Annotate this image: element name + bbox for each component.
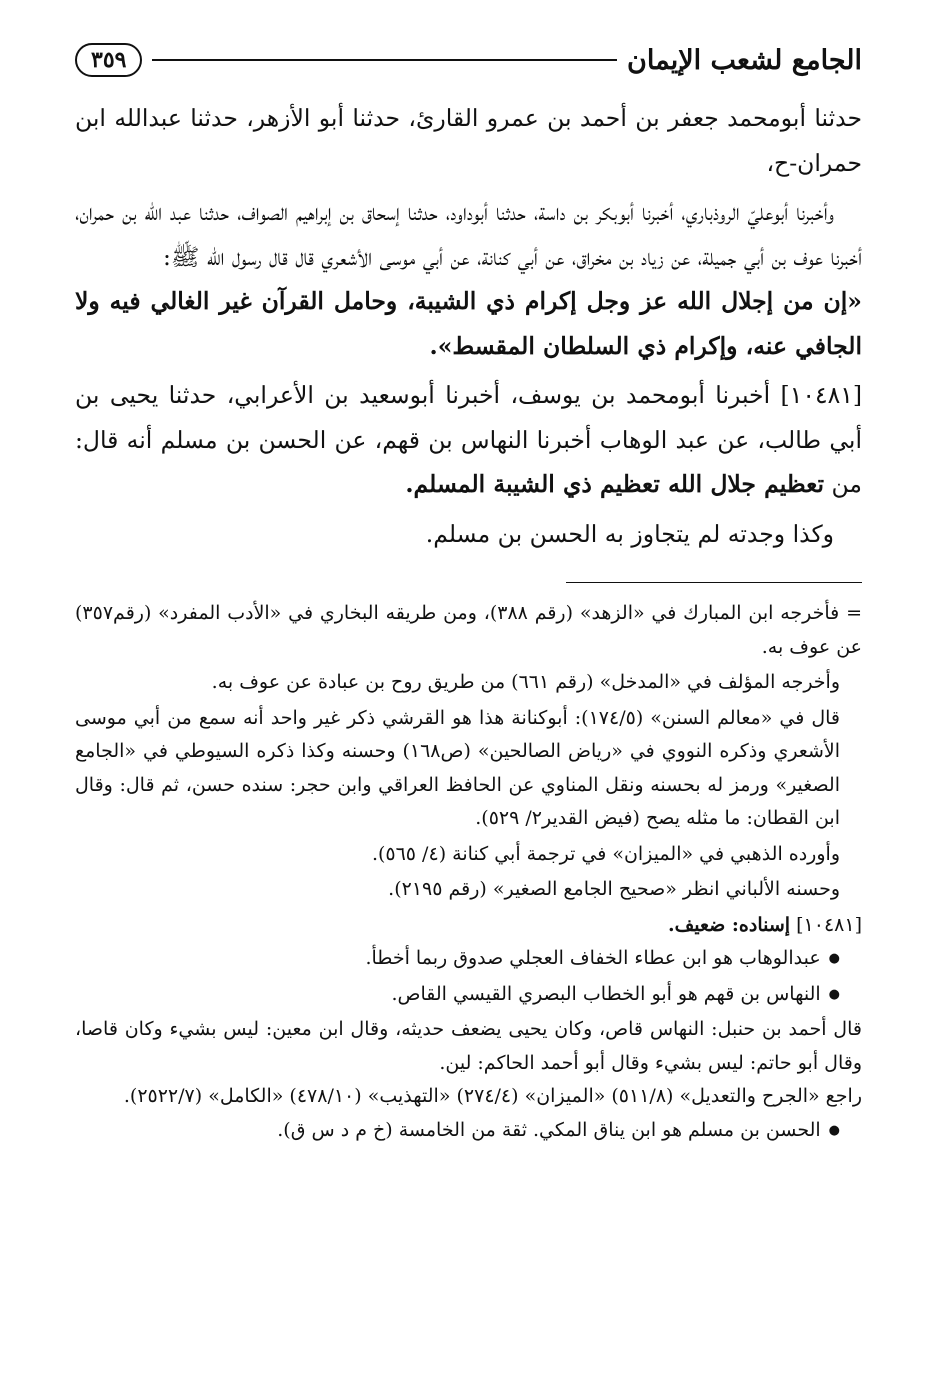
book-title: الجامع لشعب الإيمان [627, 44, 862, 76]
paragraph-hadith-10481 [75, 373, 862, 507]
footnote-bullet-nahhas [75, 978, 862, 1014]
footnote-isnad-grade [75, 909, 862, 943]
footnote-nahhas-grading: قال أحمد بن حنبل: النهاس قاص، وكان يحيى يضعف حديثه، وقال ابن معين: ليس بشيء وكان قاصا، وقال أبو حاتم: ليس بشيء وقال أبو أحمد الحاكم: لين. [75, 1018, 862, 1074]
paragraph-comment: وكذا وجدته لم يتجاوز به الحسن بن مسلم. [425, 519, 834, 548]
footnotes [75, 597, 862, 1149]
footnote-maalim: قال في «معالم السنن» (١٧٤/٥): أبوكنانة هذا هو القرشي ذكر غير واحد أنه سمع من أبي موسى الأشعري وذكره النووي في «رياض الصالحين» (ص١٦٨) وحسنه وكذا ذكره السيوطي في «الجامع الصغير» ورمز له بحسنه ونقل المناوي عن الحافظ العراقي وابن حجر: سنده حسن، ثم قال: وقال ابن القطان: ما مثله يصح (فيض القدير٢/ ٥٢٩). [75, 706, 840, 829]
footnote-bullet-abdulwahhab [75, 942, 862, 978]
footnote-isnad-text: إسناده: ضعيف. [667, 913, 791, 936]
footnote-dhahabi: وأورده الذهبي في «الميزان» في ترجمة أبي كنانة (٤/ ٥٦٥). [371, 842, 840, 865]
footnote-albani: وحسنه الألباني انظر «صحيح الجامع الصغير» (رقم ٢١٩٥). [388, 878, 840, 900]
paragraph-isnad-2 [75, 190, 862, 368]
bullet-icon [821, 945, 840, 967]
bullet-icon [821, 981, 840, 1003]
page-number: ٣٥٩ [75, 43, 142, 77]
bullet-icon [821, 1117, 840, 1139]
book-page [75, 30, 862, 1335]
bullet-text: النهاس بن قهم هو أبو الخطاب البصري القيسي القاص. [391, 982, 821, 1005]
header-rule [152, 59, 617, 61]
isnad-text: وأخبرنا أبوعليّ الروذباري، أخبرنا أبوبكر بن داسة، حدثنا أبوداود، حدثنا إسحاق بن إبراهيم الصواف، حدثنا عبد الله بن حمران، أخبرنا عوف بن أبي جميلة، عن زياد بن مخراق، عن أبي كنانة، عن أبي موسى الأشعري قال قال رسول الله ﷺ: [75, 198, 862, 271]
paragraph-isnad-1: حدثنا أبومحمد جعفر بن أحمد بن عمرو القارئ، حدثنا أبو الأزهر، حدثنا عبدالله ابن حمران-ح، [75, 104, 862, 177]
footnote-takhrij-1: = فأخرجه ابن المبارك في «الزهد» (رقم ٣٨٨)، ومن طريقه البخاري في «الأدب المفرد» (رقم٣٥٧) عن عوف به. [75, 602, 862, 658]
main-text [75, 96, 862, 556]
bullet-text: الحسن بن مسلم هو ابن يناق المكي. ثقة من الخامسة (خ م د س ق). [277, 1118, 821, 1141]
footnote-separator [566, 582, 862, 583]
hadith-10481-matn: تعظيم جلال الله تعظيم ذي الشيبة المسلم. [405, 470, 825, 498]
footnote-takhrij-2: وأخرجه المؤلف في «المدخل» (رقم ٦٦١) من طريق روح بن عبادة عن عوف به. [211, 671, 840, 693]
footnote-bullet-hasan [75, 1114, 862, 1150]
running-header [75, 30, 862, 90]
footnote-hadith-number: [١٠٤٨١] [796, 913, 862, 936]
bullet-text: عبدالوهاب هو ابن عطاء الخفاف العجلي صدوق ربما أخطأ. [365, 947, 821, 969]
hadith-10481-isnad: [١٠٤٨١] أخبرنا أبومحمد بن يوسف، أخبرنا أبوسعيد بن الأعرابي، حدثنا يحيى بن أبي طالب، عن عبد الوهاب أخبرنا النهاس بن قهم، عن الحسن بن مسلم أنه قال: من [75, 381, 862, 498]
footnote-references: راجع «الجرح والتعديل» (٥١١/٨) «الميزان» (٢٧٤/٤) «التهذيب» (٤٧٨/١٠) «الكامل» (٢٥٢٢/٧). [123, 1085, 862, 1107]
hadith-text: «إن من إجلال الله عز وجل إكرام ذي الشيبة، وحامل القرآن غير الغالي فيه ولا الجافي عنه، وإكرام ذي السلطان المقسط». [75, 287, 862, 360]
